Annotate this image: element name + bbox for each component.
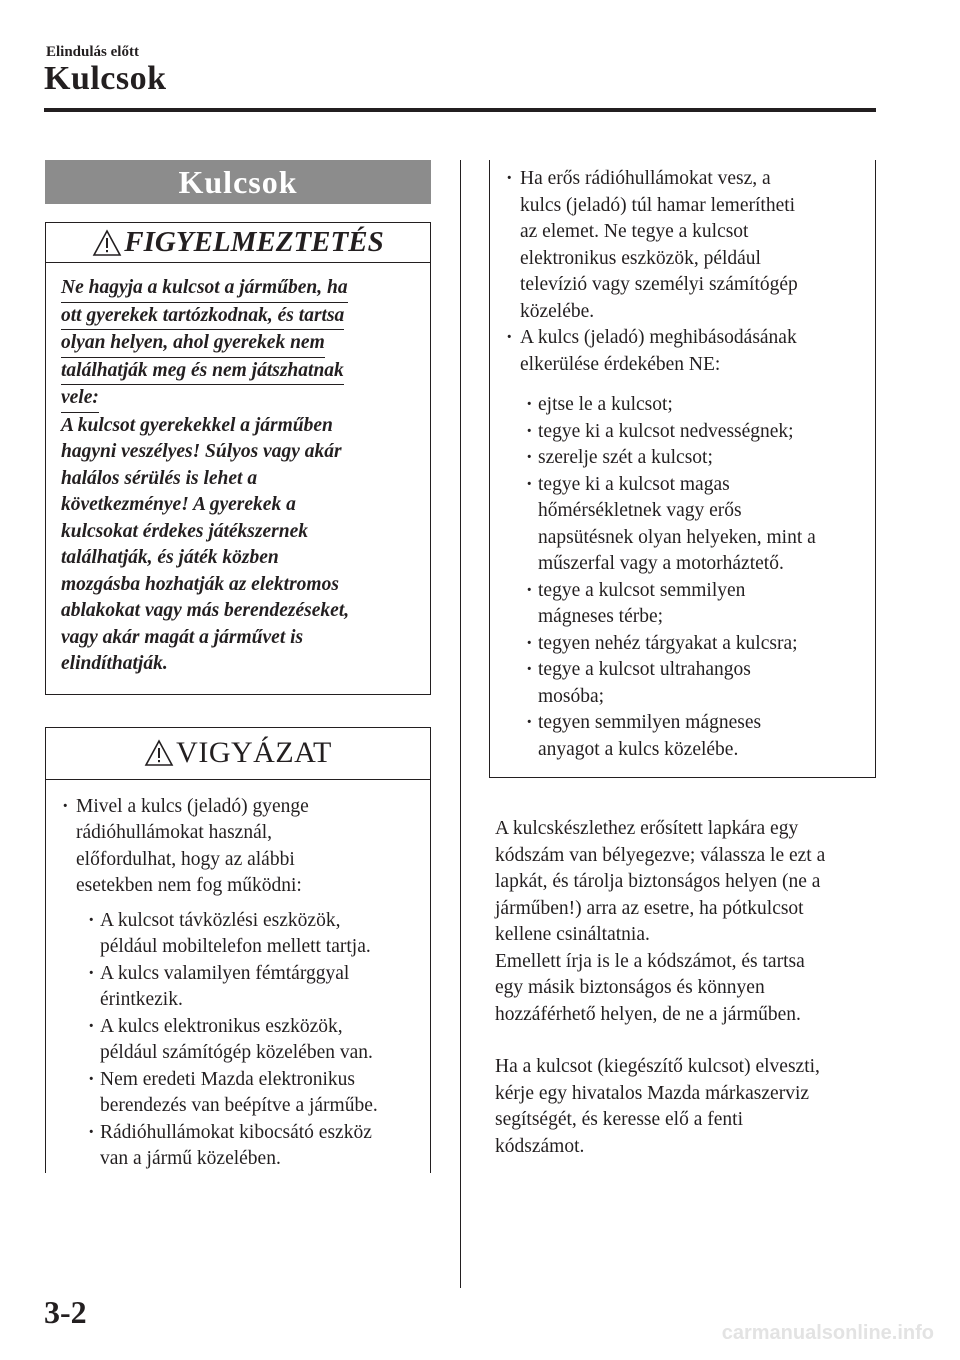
caution-bullet-line: televízió vagy személyi számítógép bbox=[520, 274, 798, 295]
caution-bullet-line: az elemet. Ne tegye a kulcsot bbox=[520, 221, 749, 242]
warning-box bbox=[45, 222, 431, 695]
list-item-line: például mobiltelefon mellett tartja. bbox=[100, 936, 371, 957]
list-item bbox=[524, 472, 861, 578]
column-divider bbox=[460, 160, 461, 1288]
warning-underlined-line: találhatják meg és nem játszhatnak bbox=[61, 358, 344, 386]
paragraph-line: kódszámot. bbox=[495, 1135, 585, 1157]
list-item-line: · tegye ki a kulcsot magas bbox=[538, 473, 730, 495]
list-item-line: érintkezik. bbox=[100, 989, 183, 1010]
warning-line: elindíthatják. bbox=[61, 653, 168, 674]
caution-intro-line: esetekben nem fog működni: bbox=[76, 875, 302, 896]
list-item-line: mosóba; bbox=[538, 685, 605, 707]
warning-triangle-icon bbox=[144, 739, 174, 767]
warning-body bbox=[46, 263, 430, 678]
caution-intro-line: · Mivel a kulcs (jeladó) gyenge bbox=[76, 795, 309, 817]
caution-heading bbox=[46, 728, 430, 780]
caution-continued-box bbox=[489, 160, 876, 778]
caution-intro-bullet bbox=[60, 794, 416, 900]
paragraph-line: egy másik biztonságos és könnyen bbox=[495, 977, 765, 998]
caution-bullet-line: elektronikus eszközök, például bbox=[520, 247, 761, 269]
list-item-line: mágneses térbe; bbox=[538, 606, 664, 627]
caution-bullet-line: elkerülése érdekében NE: bbox=[520, 353, 721, 375]
header-rule bbox=[44, 108, 876, 112]
warning-triangle-icon bbox=[92, 229, 122, 257]
list-item-line: · A kulcs elektronikus eszközök, bbox=[100, 1015, 343, 1037]
paragraph-line: hozzáférhető helyen, de ne a járműben. bbox=[495, 1003, 801, 1025]
list-item-line: · Rádióhullámokat kibocsátó eszköz bbox=[100, 1121, 372, 1143]
list-item-line: műszerfal vagy a motorháztető. bbox=[538, 553, 784, 574]
warning-line: ablakokat vagy más berendezéseket, bbox=[61, 600, 350, 621]
warning-heading-text: FIGYELMEZTETÉS bbox=[124, 226, 384, 258]
list-item-line: anyagot a kulcs közelébe. bbox=[538, 738, 739, 760]
list-item-line: · A kulcs valamilyen fémtárggyal bbox=[100, 962, 350, 984]
page-title: Kulcsok bbox=[44, 60, 167, 97]
paragraph-line: Ha a kulcsot (kiegészítő kulcsot) elveszti, bbox=[495, 1056, 820, 1077]
list-item bbox=[86, 961, 416, 1014]
warning-line: halálos sérülés is lehet a bbox=[61, 467, 258, 489]
caution-box bbox=[45, 727, 431, 1173]
body-paragraph bbox=[489, 1054, 876, 1160]
caution-body bbox=[46, 780, 430, 1173]
page-number: 3-2 bbox=[44, 1294, 87, 1330]
list-item bbox=[86, 1120, 416, 1173]
paragraph-line: kódszám van bélyegezve; válassza le ezt a bbox=[495, 844, 826, 866]
warning-line: kulcsokat érdekes játékszernek bbox=[61, 520, 308, 542]
list-item bbox=[86, 1067, 416, 1120]
caution-bullet-line: · Ha erős rádióhullámokat vesz, a bbox=[520, 168, 771, 189]
watermark: carmanualsonline.info bbox=[721, 1322, 934, 1344]
list-item bbox=[86, 1014, 416, 1067]
warning-underlined-line: vele: bbox=[61, 385, 99, 413]
list-item bbox=[524, 631, 861, 658]
list-item-line: · tegyen nehéz tárgyakat a kulcsra; bbox=[538, 632, 798, 654]
list-item-line: van a jármű közelében. bbox=[100, 1148, 281, 1169]
caution-intro-line: rádióhullámokat használ, bbox=[76, 822, 273, 843]
list-item bbox=[524, 419, 861, 446]
warning-underlined-line: ott gyerekek tartózkodnak, és tartsa bbox=[61, 303, 344, 331]
section-header: Elindulás előtt bbox=[46, 44, 139, 60]
paragraph-line: segítségét, és keresse elő a fenti bbox=[495, 1109, 743, 1130]
list-item bbox=[524, 445, 861, 472]
caution-bullet-line: kulcs (jeladó) túl hamar lemerítheti bbox=[520, 194, 796, 216]
paragraph-line: kellene csináltatnia. bbox=[495, 924, 650, 945]
caution-bullet-line: · A kulcs (jeladó) meghibásodásának bbox=[520, 327, 797, 348]
list-item bbox=[524, 392, 861, 419]
caution-intro-line: előfordulhat, hogy az alábbi bbox=[76, 848, 295, 870]
list-item-line: · Nem eredeti Mazda elektronikus bbox=[100, 1068, 356, 1090]
list-item-line: · tegye ki a kulcsot nedvességnek; bbox=[538, 420, 794, 442]
list-item-line: · tegye a kulcsot semmilyen bbox=[538, 579, 746, 601]
list-item bbox=[524, 578, 861, 631]
caution-sub-list bbox=[60, 908, 416, 1173]
list-item-line: napsütésnek olyan helyeken, mint a bbox=[538, 526, 816, 548]
list-item-line: · szerelje szét a kulcsot; bbox=[538, 447, 713, 468]
left-column bbox=[45, 160, 431, 1173]
caution-heading-text: VIGYÁZAT bbox=[176, 736, 332, 769]
list-item-line: például számítógép közelében van. bbox=[100, 1042, 373, 1063]
paragraph-line: kérje egy hivatalos Mazda márkaszerviz bbox=[495, 1082, 810, 1104]
list-item-line: berendezés van beépítve a járműbe. bbox=[100, 1095, 378, 1116]
caution-bullet bbox=[504, 325, 861, 378]
caution-sub-list bbox=[504, 392, 861, 763]
paragraph-line: járműben!) arra az esetre, ha pótkulcsot bbox=[495, 897, 804, 919]
warning-line: A kulcsot gyerekekkel a járműben bbox=[61, 414, 333, 436]
list-item-line: · ejtse le a kulcsot; bbox=[538, 394, 673, 415]
warning-line: következménye! A gyerekek a bbox=[61, 494, 296, 515]
warning-line: találhatják, és játék közben bbox=[61, 547, 279, 568]
section-banner: Kulcsok bbox=[45, 160, 431, 204]
warning-underlined-line: Ne hagyja a kulcsot a járműben, ha bbox=[61, 275, 348, 303]
list-item bbox=[524, 710, 861, 763]
paragraph-line: Emellett írja is le a kódszámot, és tartsa bbox=[495, 950, 805, 972]
paragraph-line: A kulcskészlethez erősített lapkára egy bbox=[495, 818, 799, 839]
list-item-line: · A kulcsot távközlési eszközök, bbox=[100, 909, 341, 931]
warning-underlined-line: olyan helyen, ahol gyerekek nem bbox=[61, 330, 325, 358]
warning-line: hagyni veszélyes! Súlyos vagy akár bbox=[61, 441, 342, 462]
right-column bbox=[489, 160, 876, 1160]
paragraph-line: lapkát, és tárolja biztonságos helyen (ne a bbox=[495, 871, 821, 892]
list-item-line: hőmérsékletnek vagy erős bbox=[538, 500, 742, 521]
warning-line: vagy akár magát a járművet is bbox=[61, 626, 304, 648]
warning-heading bbox=[46, 223, 430, 263]
body-paragraph bbox=[489, 816, 876, 1028]
warning-line: mozgásba hozhatják az elektromos bbox=[61, 573, 339, 595]
caution-bullet bbox=[504, 166, 861, 325]
list-item bbox=[86, 908, 416, 961]
list-item-line: · tegye a kulcsot ultrahangos bbox=[538, 659, 751, 680]
list-item-line: · tegyen semmilyen mágneses bbox=[538, 712, 762, 733]
list-item bbox=[524, 657, 861, 710]
caution-bullet-line: közelébe. bbox=[520, 300, 595, 322]
